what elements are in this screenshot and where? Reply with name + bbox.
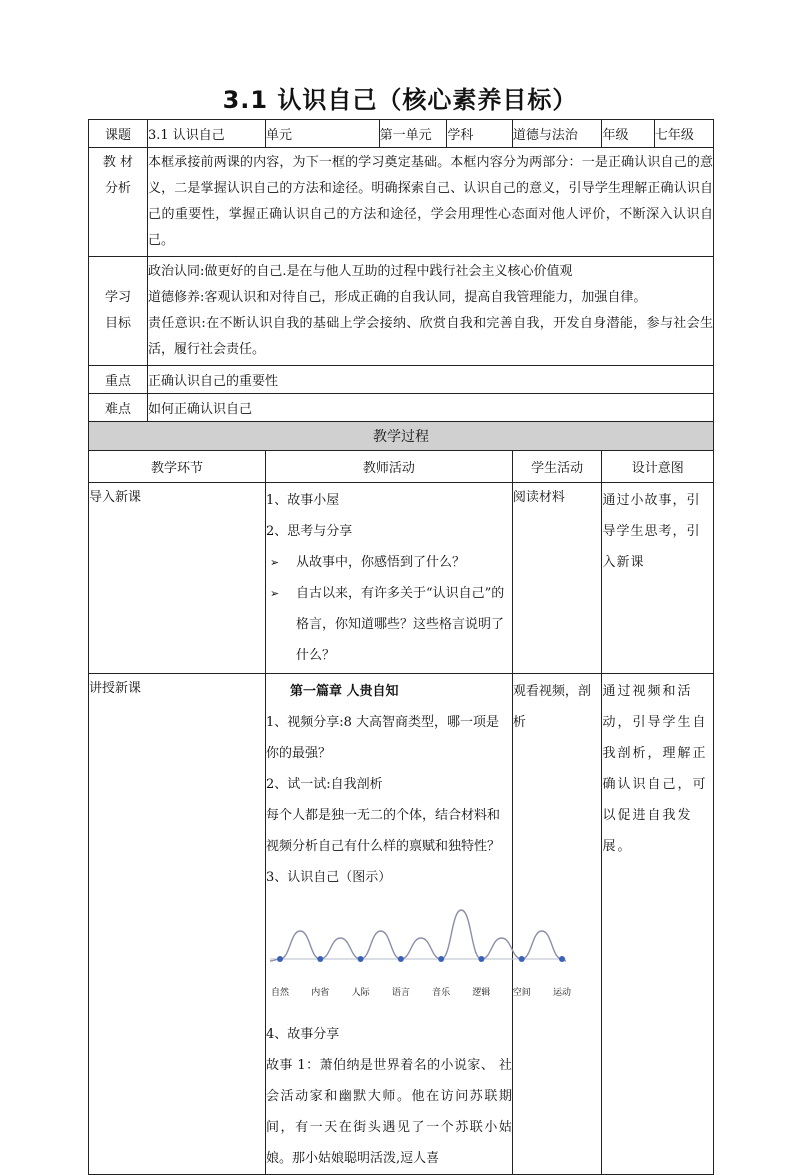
chart-point-7	[559, 956, 565, 962]
material-analysis-text: 本框承接前两课的内容，为下一框的学习奠定基础。本框内容分为两部分：一是正确认识自己的意义，二是掌握认识自己的方法和途径。明确探索自己、认识自己的意义，引导学生理解正确认识自己的重要性，掌握正确认识自己的方法和途径，学会用理性心态面对他人评价，不断深入认识自己。	[147, 148, 713, 257]
goal-political: 政治认同:做更好的自己.是在与他人互助的过程中践行社会主义核心价值观	[147, 264, 573, 279]
grade-value: 七年级	[654, 120, 713, 148]
header-stage: 教学环节	[89, 451, 266, 483]
learning-goals-list	[147, 257, 713, 366]
header-design: 设计意图	[602, 451, 714, 483]
difficulty-label: 难点	[89, 394, 148, 422]
intro-item-story: 1、故事小屋	[265, 493, 340, 508]
topic-value: 3.1 认识自己	[147, 120, 265, 148]
chart-category-label: 内省	[311, 988, 330, 998]
chart-category-label: 运动	[552, 988, 571, 998]
subject-label: 学科	[447, 120, 513, 148]
chart-category-label: 音乐	[432, 988, 451, 998]
lesson-plan-table	[88, 119, 714, 1175]
subject-value: 道德与法治	[512, 120, 602, 148]
lecture-item-video: 1、视频分享:8 大高智商类型，哪一项是你的最强？	[265, 715, 500, 761]
intro-bullet-2: ➢ 自古以来，有许多关于“认识自己”的格言，你知道哪些？这些格言说明了什么？	[266, 578, 512, 671]
chart-category-label: 人际	[351, 988, 370, 998]
header-student: 学生活动	[512, 451, 602, 483]
difficulty-row	[89, 394, 714, 422]
intro-teacher	[265, 483, 512, 674]
process-band-row	[89, 422, 714, 451]
story-text: 故事 1：萧伯纳是世界着名的小说家、 社会活动家和幽默大师。他在访问苏联期间，有一天在街头遇见了一个苏联小姑娘。那小姑娘聪明活泼,逗人喜	[265, 1058, 512, 1166]
lecture-item-diagram: 3、认识自己（图示）	[265, 870, 392, 885]
chart-point-3	[398, 956, 404, 962]
chart-category-label: 语言	[391, 988, 410, 998]
chart-category-label: 逻辑	[472, 988, 491, 998]
process-header-row	[89, 451, 714, 483]
arrow-bullet-icon: ➢	[269, 587, 280, 600]
key-point-row	[89, 366, 714, 394]
intro-student: 阅读材料	[512, 483, 602, 674]
lecture-design: 通过视频和活动，引导学生自我剖析，理解正确认识自己，可以促进自我发展。	[602, 674, 714, 1175]
chart-point-0	[277, 956, 283, 962]
goal-responsibility: 责任意识:在不断认识自我的基础上学会接纳、欣赏自我和完善自我，开发自身潜能，参与社会生活，履行社会责任。	[147, 316, 713, 357]
page-title: 3.1 认识自己（核心素养目标）	[222, 86, 578, 114]
chapter-title: 第一篇章 人贵自知	[289, 684, 399, 699]
key-point-label: 重点	[89, 366, 148, 394]
intro-design: 通过小故事，引导学生思考，引入新课	[602, 483, 714, 674]
difficulty-value: 如何正确认识自己	[147, 394, 713, 422]
learning-goals-row	[89, 257, 714, 366]
material-analysis-row	[89, 148, 714, 257]
topic-label: 课题	[89, 120, 148, 148]
lecture-item-story: 4、故事分享	[265, 1027, 340, 1042]
lecture-student: 观看视频，剖析	[512, 674, 602, 1175]
grade-label: 年级	[602, 120, 654, 148]
chart-point-6	[519, 956, 525, 962]
lecture-item-try-text: 每个人都是独一无二的个体，结合材料和视频分析自己有什么样的禀赋和独特性？	[265, 808, 500, 854]
intro-stage: 导入新课	[89, 483, 266, 674]
lecture-row	[89, 674, 714, 1175]
chart-point-5	[478, 956, 484, 962]
key-point-value: 正确认识自己的重要性	[147, 366, 713, 394]
chart-category-label: 空间	[512, 988, 531, 998]
chart-point-1	[317, 956, 323, 962]
header-teacher: 教师活动	[265, 451, 512, 483]
chart-point-2	[358, 956, 364, 962]
arrow-bullet-icon: ➢	[269, 556, 280, 569]
header-row	[89, 120, 714, 148]
chart-category-label: 自然	[270, 988, 289, 998]
process-band: 教学过程	[89, 422, 714, 451]
learning-goals-label: 学习 目标	[89, 257, 148, 366]
unit-label: 单元	[265, 120, 379, 148]
intro-row	[89, 483, 714, 674]
lecture-stage: 讲授新课	[89, 674, 266, 1175]
chart-point-4	[438, 956, 444, 962]
lecture-item-try: 2、试一试:自我剖析	[265, 777, 383, 792]
intro-item-think: 2、思考与分享	[265, 524, 353, 539]
intro-bullet-1: ➢ 从故事中，你感悟到了什么？	[266, 547, 512, 578]
unit-value: 第一单元	[379, 120, 447, 148]
goal-moral: 道德修养:客观认识和对待自己，形成正确的自我认同，提高自我管理能力，加强自律。	[147, 290, 647, 305]
material-analysis-label: 教 材 分析	[89, 148, 148, 257]
